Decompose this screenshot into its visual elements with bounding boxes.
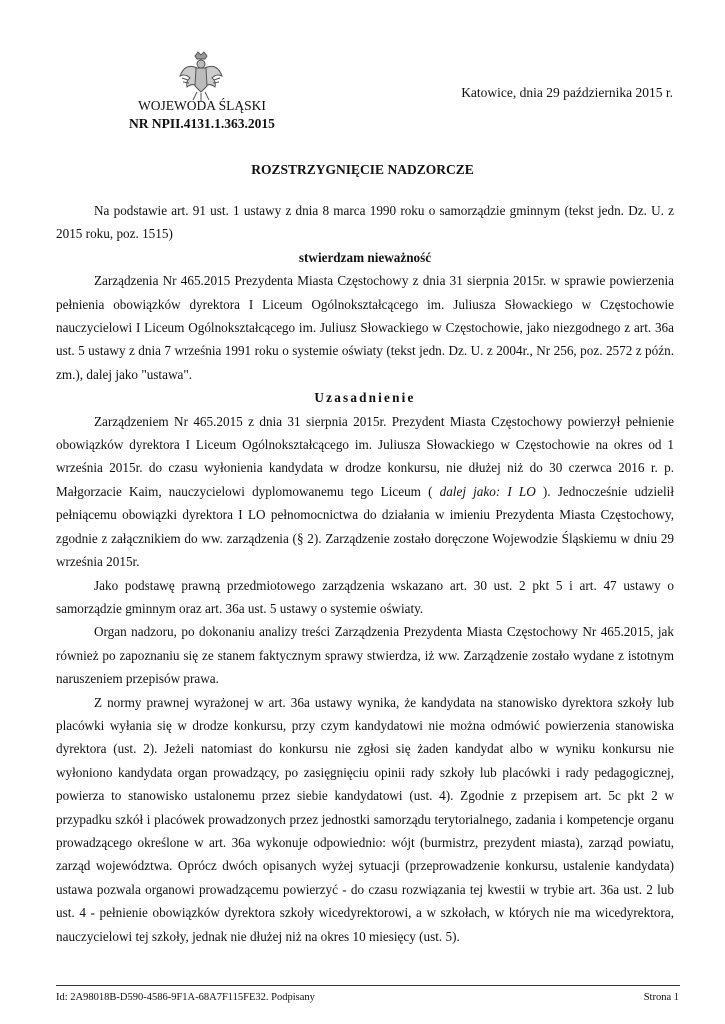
justification-paragraph-4: Z normy prawnej wyrażonej w art. 36a ustawy wynika, że kandydata na stanowisko dyrektora szkoły lub placówki wyłania się w drodze konkursu, przy czym kandydatowi nie można odmówić powierzenia stanowiska dyrektora (ust. 2). Jeżeli natomiast do konkursu nie zgłosi się żaden kandydat albo w wyniku konkursu nie wyłoniono kandydata organ prowadzący, po zasięgnięciu opinii rady szkoły lub placówki i rady pedagogicznej, powierza to stanowisko ustalonemu przez siebie kandydatowi (ust. 4). Zgodnie z przepisem art. 5c pkt 2 w przypadku szkół i placówek prowadzonych przez jednostki samorządu terytorialnego, zadania i kompetencje organu prowadzącego określone w art. 36a wykonuje odpowiednio: wójt (burmistrz, prezydent miasta), zarząd powiatu, zarząd województwa. Oprócz dwóch opisanych wyżej sytuacji (przeprowadzenie konkursu, ustalenie kandydata) ustawa pozwala organowi prowadzącemu powierzyć - do czasu rozwiązania tej kwestii w trybie art. 36a ust. 2 lub ust. 4 - pełnienie obowiązków dyrektora szkoły wicedyrektorowi, a w szkołach, w których nie ma wicedyrektora, nauczycielowi tej szkoły, jednak nie dłużej niż na okres 10 miesięcy (ust. 5). — [56, 694, 674, 944]
justification-paragraph-1 — [56, 410, 674, 574]
paragraph-text: ). Jednocześnie udzielił pełniącemu obowiązki dyrektora I LO pełnomocnictwa do działania w imieniu Prezydenta Miasta Częstochowy, zgodnie z załącznikiem do ww. zarządzenia (§ 2). Zarządzenie zostało doręczone Wojewodzie Śląskiemu w dniu 29 września 2015r. — [56, 483, 675, 570]
decision-heading: stwierdzam nieważność — [298, 249, 432, 265]
footer-divider — [56, 985, 680, 986]
document-title: ROZSTRZYGNIĘCIE NADZORCZE — [251, 162, 474, 177]
document-body — [56, 199, 674, 948]
page-number: Strona 1 — [643, 992, 679, 1003]
place-and-date: Katowice, dnia 29 października 2015 r. — [461, 85, 673, 100]
legal-basis-paragraph: Na podstawie art. 91 ust. 1 ustawy z dnia 8 marca 1990 roku o samorządzie gminnym (tekst jedn. Dz. U. z 2015 roku, poz. 1515) — [56, 203, 674, 242]
paragraph-text: Zarządzeniem Nr 465.2015 z dnia 31 sierpnia 2015r. Prezydent Miasta Częstochowy powierzył pełnienie obowiązków dyrektora I Liceum Ogólnokształcącego im. Juliusza Słowackiego w Częstochowie na okres od 1 września 2015r. do czasu wyłonienia kandydata w drodze konkursu, nie dłużej niż do 30 czerwca 2016 r. p. Małgorzacie Kaim, nauczycielowi dyplomowanemu tego Liceum ( — [56, 413, 674, 499]
justification-heading: Uzasadnienie — [314, 390, 416, 406]
issuing-authority-block — [114, 97, 290, 133]
authority-name: WOJEWODA ŚLĄSKI — [138, 98, 266, 113]
justification-paragraph-2: Jako podstawę prawną przedmiotowego zarządzenia wskazano art. 30 ust. 2 pkt 5 i art. 47 ustawy o samorządzie gminnym oraz art. 36a ust. 5 ustawy o systemie oświaty. — [56, 577, 674, 616]
reference-number: NR NPII.4131.1.363.2015 — [129, 116, 275, 131]
paragraph-italic-text: dalej jako: I LO — [432, 483, 543, 499]
polish-eagle-icon — [178, 50, 224, 102]
justification-paragraph-3: Organ nadzoru, po dokonaniu analizy treści Zarządzenia Prezydenta Miasta Częstochowy Nr 465.2015, jak również po zapoznaniu się ze stanem faktycznym sprawy stwierdza, iż ww. Zarządzenie zostało wydane z istotnym naruszeniem przepisów prawa. — [56, 624, 674, 687]
decision-paragraph: Zarządzenia Nr 465.2015 Prezydenta Miasta Częstochowy z dnia 31 sierpnia 2015r. w sprawie powierzenia pełnienia obowiązków dyrektora I Liceum Ogólnokształcącego im. Juliusza Słowackiego w Częstochowie nauczycielowi I Liceum Ogólnokształcącego im. Juliusz Słowackiego w Częstochowie, jako niezgodnego z art. 36a ust. 5 ustawy z dnia 7 września 1991 roku o systemie oświaty (tekst jedn. Dz. U. z 2004r., Nr 256, poz. 2572 z późn. zm.), dalej jako "ustawa". — [56, 273, 674, 382]
document-id: Id: 2A98018B-D590-4586-9F1A-68A7F115FE32. Podpisany — [56, 992, 315, 1003]
